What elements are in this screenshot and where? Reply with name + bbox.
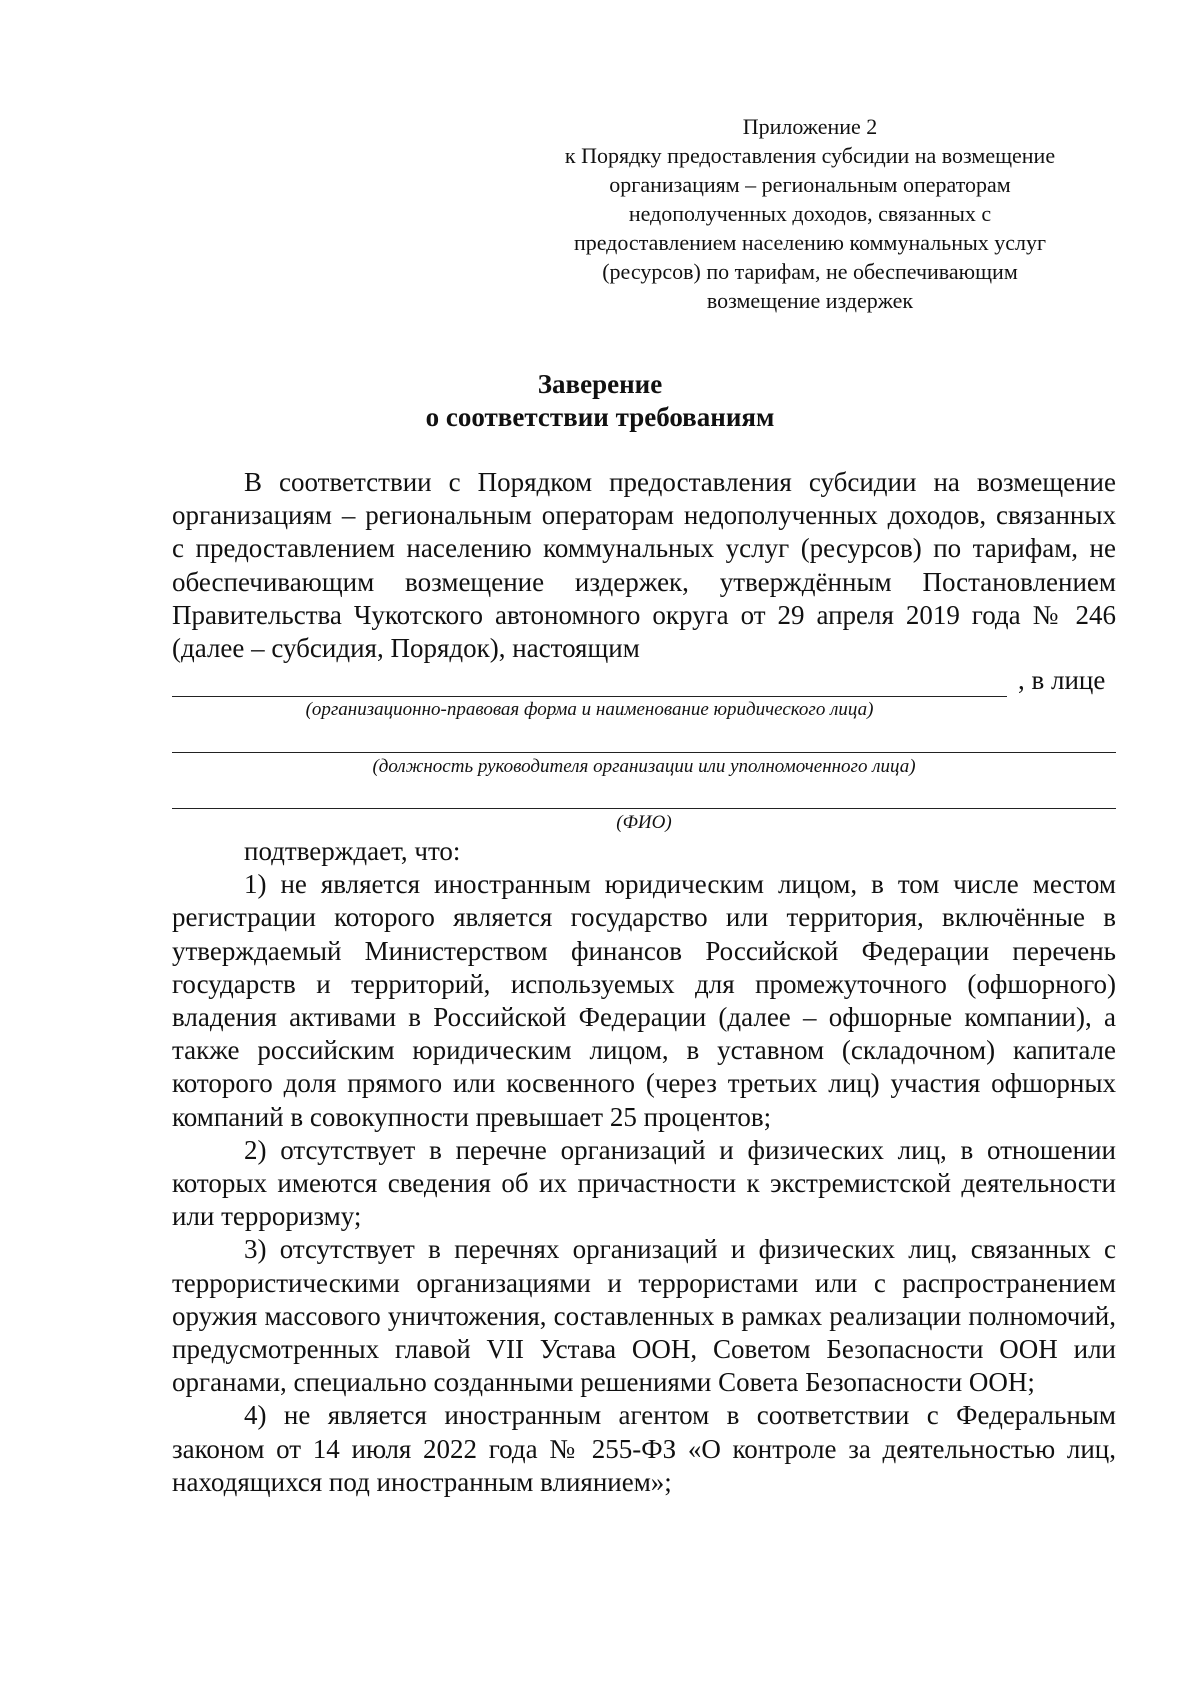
signatory-fields [172,664,1116,834]
list-item: 3) отсутствует в перечнях организаций и физических лиц, связанных с террористическими организациями и террористами или с распространением оружия массового уничтожения, составленных в рамках реализации полномочий, предусмотренных главой VII Устава ООН, Советом Безопасности ООН или органами, специально созданными решениями Совета Безопасности ООН; [172,1234,1116,1398]
document-subtitle: о соответствии требованиям [425,402,775,432]
position-line[interactable] [172,752,1116,753]
org-name-line[interactable] [172,696,1007,697]
appendix-line: Приложение 2 [742,114,878,139]
intro-section [172,466,1116,665]
org-suffix-text: , в лице [1018,665,1106,695]
appendix-line: к Порядку предоставления субсидии на возмещение [564,143,1056,168]
document-title: Заверение [537,369,663,399]
appendix-line: возмещение издержек [706,288,914,313]
list-item: 4) не является иностранным агентом в соответствии с Федеральным законом от 14 июля 2022 года № 255-ФЗ «О контроле за деятельностью лиц, находящихся под иностранным влиянием»; [172,1400,1116,1497]
fio-line[interactable] [172,808,1116,809]
position-caption: (должность руководителя организации или уполномоченного лица) [372,756,916,777]
confirms-line: подтверждает, что: [244,836,461,866]
org-name-caption: (организационно-правовая форма и наименование юридического лица) [305,699,874,720]
appendix-line: (ресурсов) по тарифам, не обеспечивающим [602,259,1018,284]
appendix-line: организациям – региональным операторам [609,172,1011,197]
list-item: 1) не является иностранным юридическим лицом, в том числе местом регистрации которого является государство или территория, включённые в утверждаемый Министерством финансов Российской Федерации перечень государств и территорий, используемых для промежуточного (офшорного) владения активами в Российской Федерации (далее – офшорные компании), а также российским юридическим лицом, в уставном (складочном) капитале которого доля прямого или косвенного (через третьих лиц) участия офшорных компаний в совокупности превышает 25 процентов; [172,869,1116,1132]
list-item: 2) отсутствует в перечне организаций и физических лиц, в отношении которых имеются сведения об их причастности к экстремистской деятельности или терроризму; [172,1134,1116,1232]
intro-paragraph: В соответствии с Порядком предоставления субсидии на возмещение организациям – региональным операторам недополученных доходов, связанных с предоставлением населению коммунальных услуг (ресурсов) по тарифам, не обеспечивающим возмещение издержек, утверждённым Постановлением Правительства Чукотского автономного округа от 29 апреля 2019 года № 246 (далее – субсидия, Порядок), настоящим [172,467,1116,664]
appendix-header [530,112,1090,315]
appendix-line: предоставлением населению коммунальных услуг [573,230,1047,255]
confirmation-section [172,835,1116,1499]
appendix-line: недополученных доходов, связанных с [628,201,992,226]
fio-caption: (ФИО) [616,812,672,833]
